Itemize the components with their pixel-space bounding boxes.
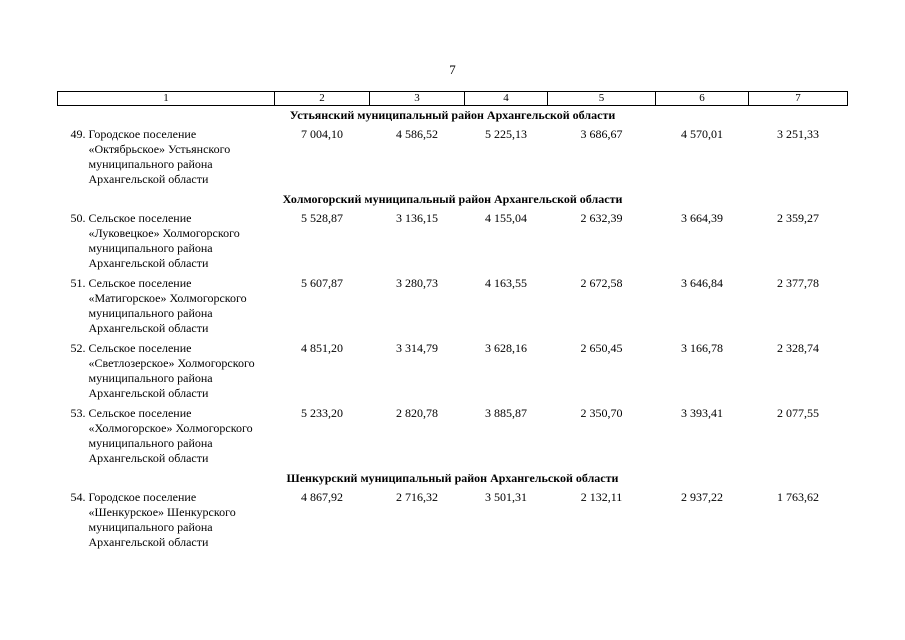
value-col-2: 4 867,92 (301, 490, 343, 504)
value-col-6: 3 393,41 (681, 406, 723, 420)
value-col-5: 2 672,58 (580, 276, 623, 290)
value-col-7: 3 251,33 (777, 127, 819, 141)
value-col-6: 3 166,78 (681, 341, 723, 355)
page-number: 7 (449, 62, 456, 77)
settlement-cell (58, 274, 275, 339)
value-col-2: 7 004,10 (301, 127, 343, 141)
value-col-7: 2 377,78 (777, 276, 819, 290)
row-number: 54. (70, 490, 86, 504)
settlement-cell (58, 339, 275, 404)
value-col-4: 3 628,16 (485, 341, 527, 355)
row-number: 53. (70, 406, 86, 420)
value-col-3: 2 820,78 (396, 406, 438, 420)
value-col-5: 3 686,67 (580, 127, 623, 141)
value-col-6: 2 937,22 (681, 490, 723, 504)
value-col-7: 1 763,62 (777, 490, 819, 504)
header-row (58, 92, 848, 106)
value-col-4: 4 163,55 (485, 276, 527, 290)
value-col-2: 4 851,20 (301, 341, 343, 355)
value-col-7: 2 328,74 (777, 341, 819, 355)
value-col-3: 2 716,32 (396, 490, 438, 504)
value-col-4: 4 155,04 (485, 211, 527, 225)
settlement-name: Городское поселение «Октябрьское» Устьянского муниципального района Архангельской области (88, 127, 231, 186)
row-number: 50. (70, 211, 86, 225)
header-col-3: 3 (370, 92, 465, 106)
data-table (57, 91, 848, 553)
header-col-7: 7 (749, 92, 848, 106)
settlement-name: Сельское поселение «Светлозерское» Холмогорского муниципального района Архангельской области (88, 341, 255, 400)
table-row (58, 274, 848, 339)
value-col-6: 4 570,01 (681, 127, 723, 141)
table-row (58, 125, 848, 190)
header-col-4: 4 (465, 92, 548, 106)
table-body (58, 106, 848, 554)
settlement-cell (58, 125, 275, 190)
value-col-5: 2 650,45 (580, 341, 623, 355)
section-title: Холмогорский муниципальный район Архангельской области (282, 192, 623, 206)
value-col-3: 3 136,15 (396, 211, 438, 225)
settlement-name: Городское поселение «Шенкурское» Шенкурского муниципального района Архангельской области (88, 490, 236, 549)
row-number: 52. (70, 341, 86, 355)
header-col-1: 1 (58, 92, 275, 106)
value-col-6: 3 664,39 (681, 211, 723, 225)
settlement-name: Сельское поселение «Холмогорское» Холмогорского муниципального района Архангельской области (88, 406, 253, 465)
table-row (58, 209, 848, 274)
value-col-3: 4 586,52 (396, 127, 438, 141)
value-col-2: 5 528,87 (301, 211, 343, 225)
section-heading (58, 469, 848, 488)
value-col-5: 2 350,70 (580, 406, 623, 420)
value-col-2: 5 607,87 (301, 276, 343, 290)
row-number: 49. (70, 127, 86, 141)
header-col-6: 6 (656, 92, 749, 106)
value-col-3: 3 280,73 (396, 276, 438, 290)
value-col-4: 3 501,31 (485, 490, 527, 504)
table-row (58, 404, 848, 469)
section-heading (58, 190, 848, 209)
settlement-name: Сельское поселение «Луковецкое» Холмогорского муниципального района Архангельской области (88, 211, 240, 270)
header-col-2: 2 (275, 92, 370, 106)
header-col-5: 5 (548, 92, 656, 106)
table-row (58, 339, 848, 404)
settlement-name: Сельское поселение «Матигорское» Холмогорского муниципального района Архангельской области (88, 276, 247, 335)
value-col-4: 5 225,13 (485, 127, 527, 141)
value-col-5: 2 132,11 (580, 490, 623, 504)
value-col-7: 2 359,27 (777, 211, 819, 225)
section-title: Шенкурский муниципальный район Архангельской области (286, 471, 619, 485)
settlement-cell (58, 488, 275, 553)
value-col-6: 3 646,84 (681, 276, 723, 290)
section-title: Устьянский муниципальный район Архангельской области (289, 108, 616, 122)
row-number: 51. (70, 276, 86, 290)
value-col-5: 2 632,39 (580, 211, 623, 225)
table-row (58, 488, 848, 553)
value-col-3: 3 314,79 (396, 341, 438, 355)
settlement-cell (58, 209, 275, 274)
settlement-cell (58, 404, 275, 469)
section-heading (58, 106, 848, 126)
value-col-7: 2 077,55 (777, 406, 819, 420)
value-col-2: 5 233,20 (301, 406, 343, 420)
value-col-4: 3 885,87 (485, 406, 527, 420)
